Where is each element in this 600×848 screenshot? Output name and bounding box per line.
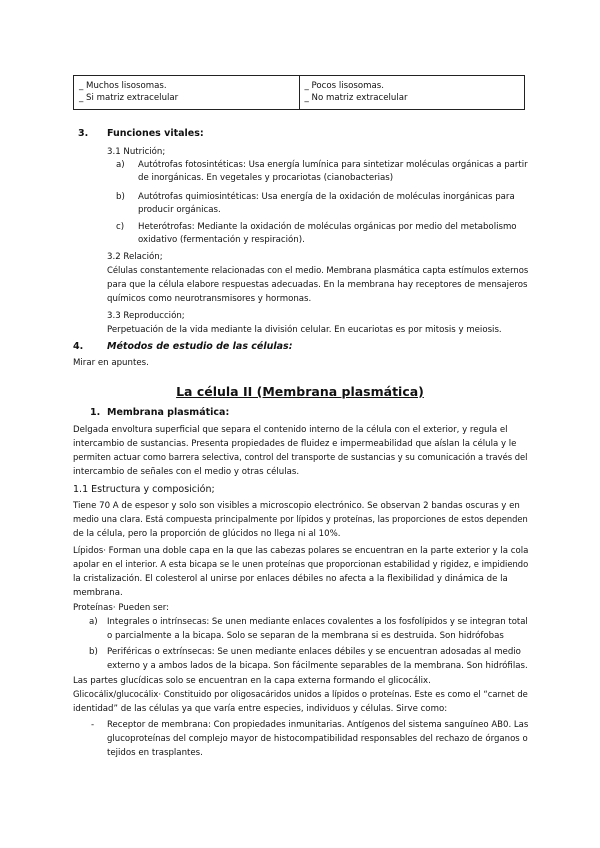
section-number: 4.: [73, 341, 84, 352]
list-item-line: Heterótrofas: Mediante la oxidación de moléculas orgánicas por medio del metabolismo: [138, 222, 517, 232]
paragraph-line: para que la célula elabore respuestas adecuadas. En la membrana hay receptores de mensajeros: [107, 280, 528, 290]
list-item-line: oxidativo (fermentación y respiración).: [138, 235, 305, 245]
table-line: _ Si matriz extracelular: [79, 93, 179, 103]
subsection-heading: 3.1 Nutrición;: [107, 147, 166, 157]
paragraph-line: medio una clara. Está compuesta principalmente por lípidos y proteínas, las proporciones de estos dependen: [73, 515, 528, 525]
list-item-line: o parcialmente a la bicapa. Solo se separan de la membrana si es destruida. Son hidrófobas: [107, 631, 504, 641]
list-marker: a): [89, 617, 98, 627]
list-item-line: Receptor de membrana: Con propiedades inmunitarias. Antígenos del sistema sanguíneo AB0. Las: [107, 720, 529, 730]
table-cell-right: [299, 76, 525, 110]
list-item-line: glucoproteínas del complejo mayor de histocompatibilidad responsables del rechazo de órganos o: [107, 734, 528, 744]
paragraph-line: Tiene 70 A de espesor y solo son visibles a microscopio electrónico. Se observan 2 bandas oscuras y en: [73, 501, 520, 511]
subsection-heading: 1.1 Estructura y composición;: [73, 484, 215, 495]
list-marker: b): [116, 192, 125, 202]
table-line: _ Pocos lisosomas.: [304, 81, 384, 91]
list-item-line: tejidos en trasplantes.: [107, 748, 203, 758]
list-item-line: externo y a ambos lados de la bicapa. Son fácilmente separables de la membrana. Son hidrófilas.: [107, 661, 528, 671]
page-title: La célula II (Membrana plasmática): [176, 384, 424, 399]
paragraph-line: Glicocálix/glucocálix· Constituido por oligosacáridos unidos a lípidos o proteínas. Este es como el “carnet de: [73, 690, 528, 700]
comparison-table: [73, 75, 525, 110]
subsection-heading: 3.2 Relación;: [107, 252, 163, 262]
paragraph-line: intercambio de señales con el medio y otras células.: [73, 467, 300, 477]
list-marker: a): [116, 160, 125, 170]
paragraph-line: químicos como neurotransmisores y hormonas.: [107, 294, 312, 304]
paragraph-line: Células constantemente relacionadas con el medio. Membrana plasmática capta estímulos externos: [107, 266, 529, 276]
table-cell-left: [74, 76, 300, 110]
paragraph-line: intercambio de sustancias. Presenta propiedades de fluidez e impermeabilidad que aíslan la célula y le: [73, 439, 517, 449]
paragraph-line: la cristalización. El colesterol al unirse por enlaces débiles no afecta a la flexibilidad y dinámica de la: [73, 574, 508, 584]
table-line: _ No matriz extracelular: [304, 93, 408, 103]
section-number: 1.: [90, 407, 101, 418]
section-heading: Membrana plasmática:: [107, 407, 230, 418]
table-line: _ Muchos lisosomas.: [79, 81, 167, 91]
section-heading: Funciones vitales:: [107, 128, 204, 139]
section-number: 3.: [78, 128, 89, 139]
list-item-line: producir orgánicas.: [138, 205, 221, 215]
list-item-line: de inorgánicas. En vegetales y procariotas (cianobacterias): [138, 173, 394, 183]
list-item-line: Autótrofas quimiosintéticas: Usa energía de la oxidación de moléculas inorgánicas para: [138, 192, 515, 202]
paragraph-line: Mirar en apuntes.: [73, 358, 149, 368]
list-item-line: Periféricas o extrínsecas: Se unen mediante enlaces débiles y se encuentran adosadas al medio: [107, 647, 521, 657]
paragraph-line: Perpetuación de la vida mediante la división celular. En eucariotas es por mitosis y meiosis.: [107, 325, 502, 335]
list-item-line: Autótrofas fotosintéticas: Usa energía lumínica para sintetizar moléculas orgánicas a partir: [138, 160, 528, 170]
list-marker: -: [91, 720, 95, 730]
paragraph-line: Delgada envoltura superficial que separa el contenido interno de la célula con el exterior, y regula el: [73, 425, 508, 435]
subsection-heading: 3.3 Reproducción;: [107, 311, 185, 321]
paragraph-line: apolar en el interior. A esta bicapa se le unen proteínas que proporcionan estabilidad y rigidez, e impidiendo: [73, 560, 529, 570]
paragraph-line: membrana.: [73, 588, 123, 598]
paragraph-line: Lípidos· Forman una doble capa en la que las cabezas polares se encuentran en la parte exterior y la cola: [73, 546, 529, 556]
section-heading: Métodos de estudio de las células:: [107, 341, 293, 352]
list-marker: b): [89, 647, 98, 657]
paragraph-line: de la célula, pero la proporción de glúcidos no llega ni al 10%.: [73, 529, 341, 539]
list-marker: c): [116, 222, 125, 232]
list-item-line: Integrales o intrínsecas: Se unen mediante enlaces covalentes a los fosfolípidos y se integran total: [107, 617, 528, 627]
paragraph-line: identidad” de las células ya que varía entre especies, individuos y células. Sirve como:: [73, 704, 448, 714]
paragraph-line: Las partes glucídicas solo se encuentran en la capa externa formando el glicocálix.: [73, 676, 431, 686]
paragraph-line: Proteínas· Pueden ser:: [73, 603, 170, 613]
paragraph-line: permiten actuar como barrera selectiva, control del transporte de sustancias y su comunicación a través del: [73, 453, 528, 463]
